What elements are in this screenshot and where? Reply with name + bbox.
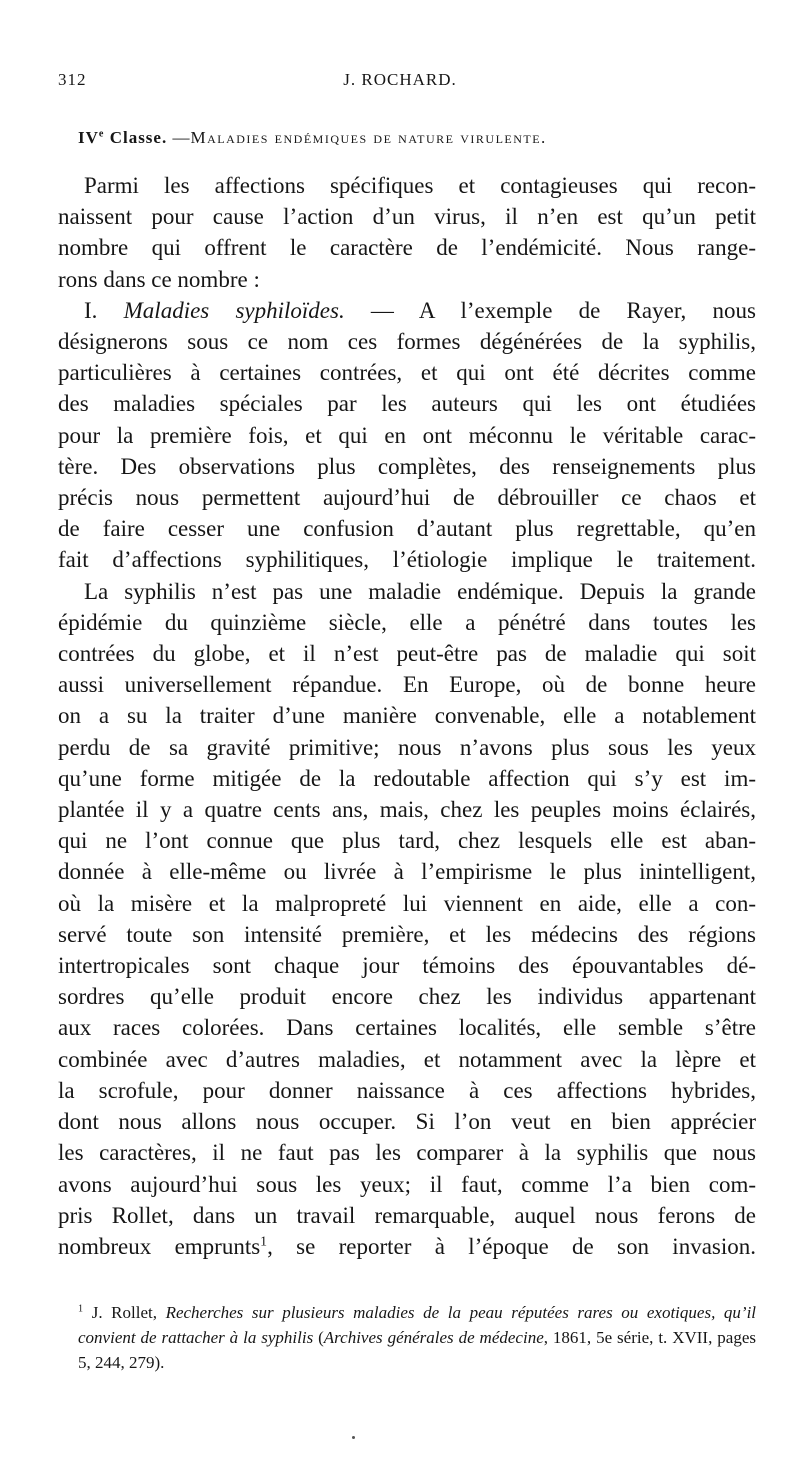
text-line: qu’une forme mitigée de la redoutable affection qui s’y est im- — [58, 765, 756, 791]
text-line: perdu de sa gravité primitive; nous n’avons plus sous les yeux — [58, 734, 756, 760]
text-line: naissent pour cause l’action d’un virus, il n’en est qu’un petit — [58, 204, 756, 230]
section-number: IVe — [78, 128, 105, 147]
text-line: contrées du globe, et il n’est peut-être pas de maladie qui soit — [58, 641, 756, 667]
text-line: tère. Des observations plus complètes, des renseignements plus — [58, 453, 756, 479]
text-line: intertropicales sont chaque jour témoins des épouvantables dé- — [58, 953, 756, 979]
footnote — [58, 1300, 756, 1375]
text-line: épidémie du quinzième siècle, elle a pénétré dans toutes les — [58, 609, 756, 635]
footnote-details: , 1861, 5e série, t. XVII, pages 5, 244, 279). — [78, 1328, 756, 1372]
text-line: particulières à certaines contrées, et qui ont été décrites comme — [58, 360, 756, 386]
footnote-line: $^1$ J. Rollet, Recherches sur plusieurs maladies de la peau réputées rares ou exotiques, qu’il convient de rattacher à la syphilis (Archives générales de médecine, 1861, 5e série, t. XVII, pages 5, 244, 279). — [78, 1303, 757, 1372]
text-line: rons dans ce nombre : — [58, 266, 260, 292]
text-line: La syphilis n’est pas une maladie endémique. Depuis la grande — [84, 578, 756, 604]
text-line: fait d’affections syphilitiques, l’étiologie implique le traitement. — [58, 547, 756, 573]
running-head — [58, 70, 742, 100]
text-line: désignerons sous ce nom ces formes dégénérées de la syphilis, — [58, 329, 756, 355]
text-line: qui ne l’ont connue que plus tard, chez lesquels elle est aban- — [58, 828, 756, 854]
text-line-with-footnote-ref: nombreux emprunts$^1$, se reporter à l’époque de son invasion. — [58, 1233, 756, 1259]
text-line: aussi universellement répandue. En Europe, où de bonne heure — [58, 672, 756, 698]
text-line: les caractères, il ne faut pas les comparer à la syphilis que nous — [58, 1140, 756, 1166]
text-line: Parmi les affections spécifiques et contagieuses qui recon- — [84, 173, 756, 198]
running-head-author: J. ROCHARD. — [343, 70, 457, 89]
text-line: servé toute son intensité première, et les médecins des régions — [58, 921, 756, 947]
section-heading — [78, 128, 758, 148]
footnote-marker: 1 — [78, 1303, 84, 1315]
page-number: 312 — [58, 70, 87, 89]
text-line: où la misère et la malpropreté lui viennent en aide, elle a con- — [58, 890, 756, 916]
text-line: la scrofule, pour donner naissance à ces affections hybrides, — [58, 1077, 756, 1103]
text-line: I. Maladies syphiloïdes. — A l’exemple de Rayer, nous — [84, 297, 756, 323]
text-line: donnée à elle-même ou livrée à l’empirisme le plus inintelligent, — [58, 859, 756, 885]
section-dash: — — [172, 128, 191, 147]
text-line: avons aujourd’hui sous les yeux; il faut, comme l’a bien com- — [58, 1171, 756, 1197]
footnote-title: Recherches sur plusieurs maladies de la peau réputées rares ou exotiques, qu’il convient de rattacher à la syphilis — [78, 1303, 757, 1347]
text-line: pour la première fois, et qui en ont méconnu le véritable carac- — [58, 422, 756, 448]
text-line: nombre qui offrent le caractère de l’endémicité. Nous range- — [58, 235, 756, 261]
text-line: on a su la traiter d’une manière convenable, elle a notablement — [58, 703, 756, 729]
text-line: pris Rollet, dans un travail remarquable, auquel nous ferons de — [58, 1202, 756, 1228]
text-line: combinée avec d’autres maladies, et notamment avec la lèpre et — [58, 1046, 756, 1072]
section-title: Maladies endémiques de nature virulente. — [190, 128, 547, 147]
text-line: plantée il y a quatre cents ans, mais, chez les peuples moins éclairés, — [58, 797, 756, 823]
text-line: précis nous permettent aujourd’hui de débrouiller ce chaos et — [58, 485, 756, 511]
footnote-ref[interactable]: 1 — [260, 1233, 268, 1249]
text-line: aux races colorées. Dans certaines localités, elle semble s’être — [58, 1015, 756, 1041]
footnote-author: J. Rollet, — [91, 1303, 157, 1322]
text-line: des maladies spéciales par les auteurs qui les ont étudiées — [58, 391, 756, 417]
text-line: sordres qu’elle produit encore chez les individus appartenant — [58, 984, 756, 1010]
text-line: de faire cesser une confusion d’autant plus regrettable, qu’en — [58, 516, 756, 542]
print-speck — [352, 1436, 355, 1439]
text-line: dont nous allons nous occuper. Si l’on veut en bien apprécier — [58, 1109, 756, 1135]
body-text — [58, 170, 756, 1262]
footnote-journal: Archives générales de médecine — [323, 1328, 544, 1347]
section-classe-label: Classe. — [109, 128, 168, 147]
